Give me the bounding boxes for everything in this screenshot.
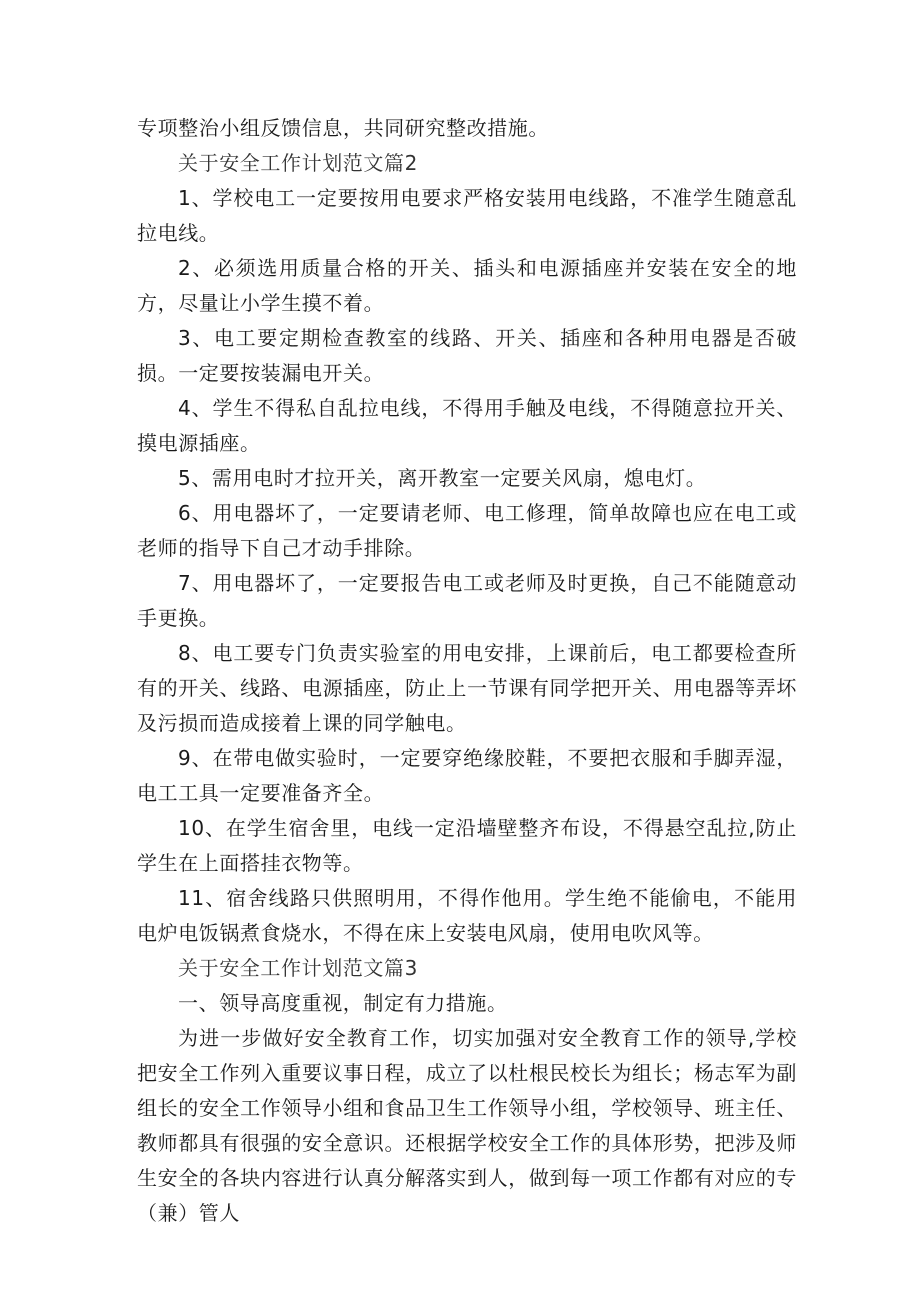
section-heading-2: 关于安全工作计划范文篇2 (178, 151, 418, 175)
document-body (137, 111, 797, 1231)
list-item-11: 11、宿舍线路只供照明用，不得作他用。学生绝不能偷电，不能用电炉电饭锅煮食烧水，不得在床上安装电风扇，使用电吹风等。 (137, 886, 797, 945)
list-item-9: 9、在带电做实验时，一定要穿绝缘胶鞋，不要把衣服和手脚弄湿，电工工具一定要准备齐全。 (137, 746, 797, 805)
list-item-7: 7、用电器坏了，一定要报告电工或老师及时更换，自己不能随意动手更换。 (137, 571, 797, 630)
list-item-2: 2、必须选用质量合格的开关、插头和电源插座并安装在安全的地方，尽量让小学生摸不着。 (137, 256, 797, 315)
paragraph-continuation: 专项整治小组反馈信息，共同研究整改措施。 (137, 116, 549, 140)
list-item-4: 4、学生不得私自乱拉电线，不得用手触及电线，不得随意拉开关、摸电源插座。 (137, 396, 797, 455)
list-item-5: 5、需用电时才拉开关，离开教室一定要关风扇，熄电灯。 (178, 466, 707, 490)
list-item-3: 3、电工要定期检查教室的线路、开关、插座和各种用电器是否破损。一定要按装漏电开关。 (137, 326, 797, 385)
list-item-1: 1、学校电工一定要按用电要求严格安装用电线路，不准学生随意乱拉电线。 (137, 186, 797, 245)
list-item-10: 10、在学生宿舍里，电线一定沿墙壁整齐布设，不得悬空乱拉,防止学生在上面搭挂衣物等。 (137, 816, 797, 875)
section-heading-3: 关于安全工作计划范文篇3 (178, 956, 418, 980)
subsection-title: 一、领导高度重视，制定有力措施。 (178, 991, 508, 1015)
list-item-8: 8、电工要专门负责实验室的用电安排，上课前后，电工都要检查所有的开关、线路、电源插座，防止上一节课有同学把开关、用电器等弄坏及污损而造成接着上课的同学触电。 (137, 641, 797, 735)
body-paragraph: 为进一步做好安全教育工作，切实加强对安全教育工作的领导,学校把安全工作列入重要议事日程，成立了以杜根民校长为组长；杨志军为副组长的安全工作领导小组和食品卫生工作领导小组，学校领导、班主任、教师都具有很强的安全意识。还根据学校安全工作的具体形势，把涉及师生安全的各块内容进行认真分解落实到人，做到每一项工作都有对应的专（兼）管人 (137, 1026, 797, 1225)
list-item-6: 6、用电器坏了，一定要请老师、电工修理，简单故障也应在电工或老师的指导下自己才动手排除。 (137, 501, 797, 560)
